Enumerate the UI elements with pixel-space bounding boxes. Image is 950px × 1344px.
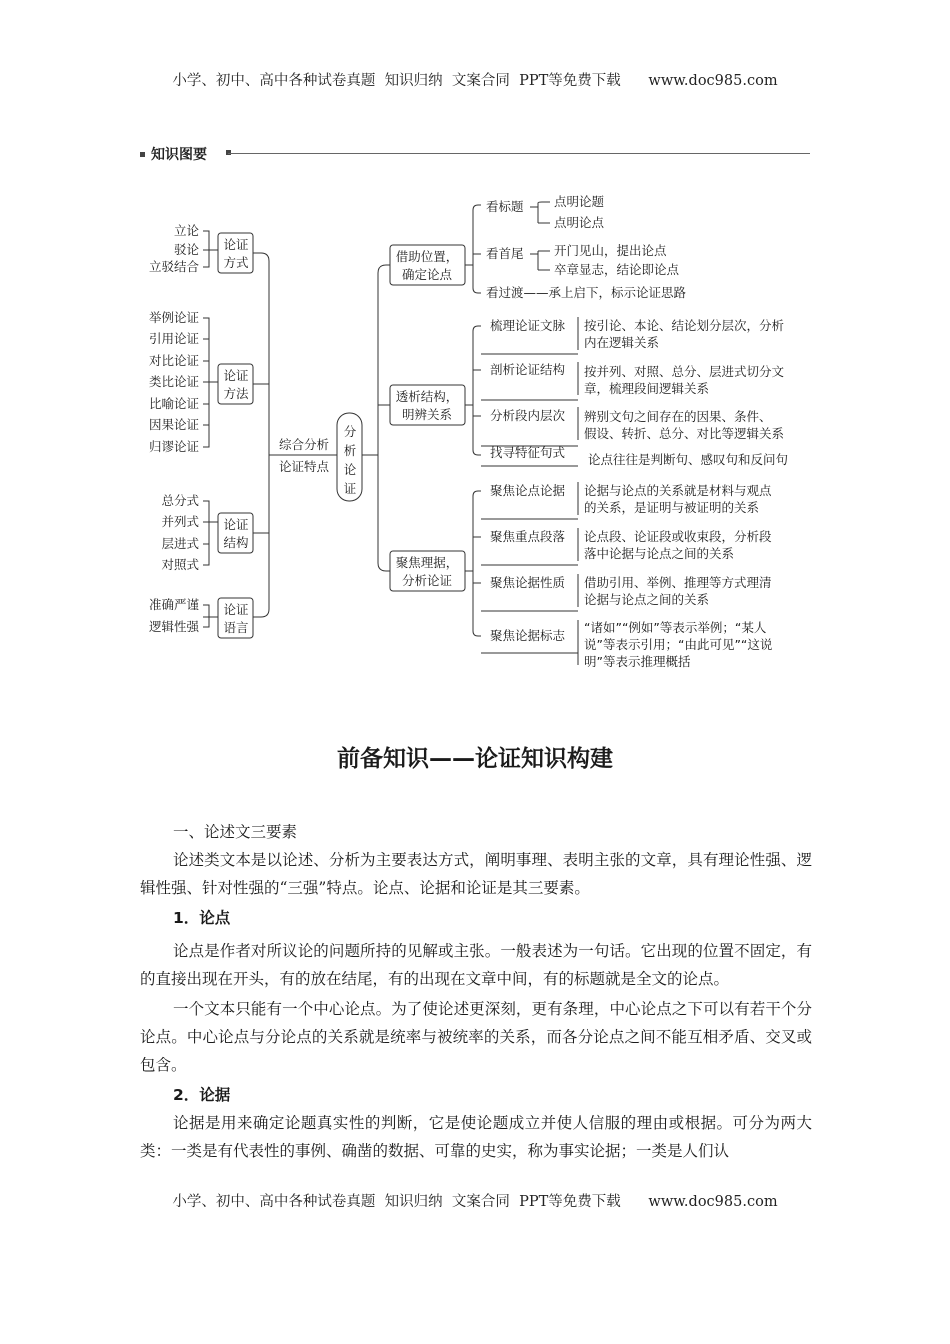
sub-label: 梳理论证文脉 <box>490 318 566 333</box>
sub-label: 看首尾 <box>486 246 524 261</box>
heading-lunju: 2．论据 <box>173 1086 231 1104</box>
sub-label: 看标题 <box>486 199 524 214</box>
sub-desc: 内在逻辑关系 <box>584 335 660 350</box>
branch-box-label: 借助位置， <box>395 249 459 264</box>
sub-label: 聚焦重点段落 <box>490 529 566 544</box>
center-node-char: 证 <box>343 481 357 496</box>
left-item: 归谬论证 <box>148 439 199 454</box>
sub-desc: 明”等表示推理概括 <box>584 654 691 669</box>
paragraph-lundian-2: 一个文本只能有一个中心论点。为了使论述更深刻，更有条理，中心论点之下可以有若干个分论点。中心论点与分论点的关系就是统率与被统率的关系，而各分论点之间不能互相矛盾、交叉或包含。 <box>140 1000 812 1074</box>
sub-desc: 章，梳理段间逻辑关系 <box>584 381 710 396</box>
left-box-label: 论证 <box>223 517 249 532</box>
left-item: 引用论证 <box>148 331 199 346</box>
footer-text: 小学、初中、高中各种试卷真题 知识归纳 文案合同 PPT等免费下载 <box>172 1194 621 1210</box>
section-label-text: 知识图要 <box>151 147 207 163</box>
header-text: 小学、初中、高中各种试卷真题 知识归纳 文案合同 PPT等免费下载 <box>172 73 621 89</box>
sub-desc: 按并列、对照、总分、层进式切分文 <box>584 364 785 379</box>
connector-label: 论证特点 <box>278 459 330 474</box>
center-node-char: 论 <box>343 462 357 477</box>
sub-detail: 点明论点 <box>554 215 605 230</box>
left-item: 层进式 <box>161 536 199 551</box>
left-item: 比喻论证 <box>148 396 199 411</box>
footer-url[interactable]: www.doc985.com <box>648 1194 778 1210</box>
paragraph-lundian-1: 论点是作者对所议论的问题所持的见解或主张。一般表述为一句话。它出现的位置不固定，有的直接出现在开头，有的放在结尾，有的出现在文章中间，有的标题就是全文的论点。 <box>140 942 812 988</box>
left-item: 举例论证 <box>148 310 199 325</box>
sub-detail: 点明论题 <box>554 194 605 209</box>
left-item: 驳论 <box>173 242 199 257</box>
header-url[interactable]: www.doc985.com <box>648 73 778 89</box>
section-heading-elements: 一、论述文三要素 <box>173 823 298 841</box>
left-item: 对照式 <box>161 557 199 572</box>
left-item: 因果论证 <box>148 417 199 432</box>
left-item: 总分式 <box>161 493 199 508</box>
sub-desc: 落中论据与论点之间的关系 <box>584 546 735 561</box>
left-item: 逻辑性强 <box>148 619 199 634</box>
left-item: 类比论证 <box>148 374 199 389</box>
paragraph-lunju: 论据是用来确定论题真实性的判断，它是使论题成立并使人信服的理由或根据。可分为两大类：一类是有代表性的事例、确凿的数据、可靠的史实，称为事实论据；一类是人们认 <box>140 1114 812 1160</box>
left-box-label: 语言 <box>223 620 249 635</box>
sub-label: 找寻特征句式 <box>490 445 566 460</box>
center-node-char: 析 <box>343 443 357 458</box>
sub-label: 分析段内层次 <box>490 408 566 423</box>
branch-box-label: 明辨关系 <box>401 407 453 422</box>
branch-box-label: 聚焦理据， <box>395 555 459 570</box>
sub-desc: 论据与论点之间的关系 <box>584 592 710 607</box>
sub-desc: 论点往往是判断句、感叹句和反问句 <box>588 452 789 467</box>
sub-label: 聚焦论据标志 <box>490 628 566 643</box>
connector-label: 综合分析 <box>278 437 330 452</box>
sub-desc: 辨别文句之间存在的因果、条件、 <box>584 409 772 424</box>
sub-desc: 论点段、论证段或收束段，分析段 <box>584 529 772 544</box>
left-box-label: 论证 <box>223 237 249 252</box>
center-node-char: 分 <box>343 424 357 439</box>
branch-box-label: 分析论证 <box>401 573 453 588</box>
branch-box-label: 透析结构， <box>395 389 459 404</box>
sub-desc: “诸如”“例如”等表示举例；“某人 <box>584 620 767 635</box>
left-box-label: 论证 <box>223 602 249 617</box>
sub-label: 看过渡——承上启下，标示论证思路 <box>486 285 687 300</box>
page-footer <box>0 1190 950 1211</box>
left-item: 并列式 <box>161 514 199 529</box>
sub-detail: 卒章显志，结论即论点 <box>554 262 680 277</box>
branch-box-label: 确定论点 <box>401 267 453 282</box>
left-item: 立论 <box>173 223 199 238</box>
sub-desc: 的关系，是证明与被证明的关系 <box>584 500 760 515</box>
sub-label: 聚焦论点论据 <box>490 483 566 498</box>
left-box-label: 方法 <box>223 386 249 401</box>
left-box-label: 方式 <box>223 255 249 270</box>
sub-label: 剖析论证结构 <box>490 362 566 377</box>
heading-lundian: 1．论点 <box>173 909 231 927</box>
paragraph-intro: 论述类文本是以论述、分析为主要表达方式，阐明事理、表明主张的文章，具有理论性强、逻辑性强、针对性强的“三强”特点。论点、论据和论证是其三要素。 <box>140 851 812 897</box>
page-title: 前备知识——论证知识构建 <box>337 746 613 772</box>
sub-desc: 按引论、本论、结论划分层次，分析 <box>584 318 785 333</box>
sub-desc: 论据与论点的关系就是材料与观点 <box>584 483 772 498</box>
left-item: 立驳结合 <box>148 259 199 274</box>
sub-desc: 借助引用、举例、推理等方式理清 <box>584 575 772 590</box>
sub-desc: 假设、转折、总分、对比等逻辑关系 <box>584 426 785 441</box>
left-box-label: 结构 <box>223 535 249 550</box>
sub-detail: 开门见山，提出论点 <box>554 243 667 258</box>
sub-label: 聚焦论据性质 <box>490 575 566 590</box>
left-item: 准确严谨 <box>148 597 199 612</box>
sub-desc: 说”等表示引用；“由此可见”“这说 <box>584 637 773 652</box>
left-box-label: 论证 <box>223 368 249 383</box>
left-item: 对比论证 <box>148 353 199 368</box>
